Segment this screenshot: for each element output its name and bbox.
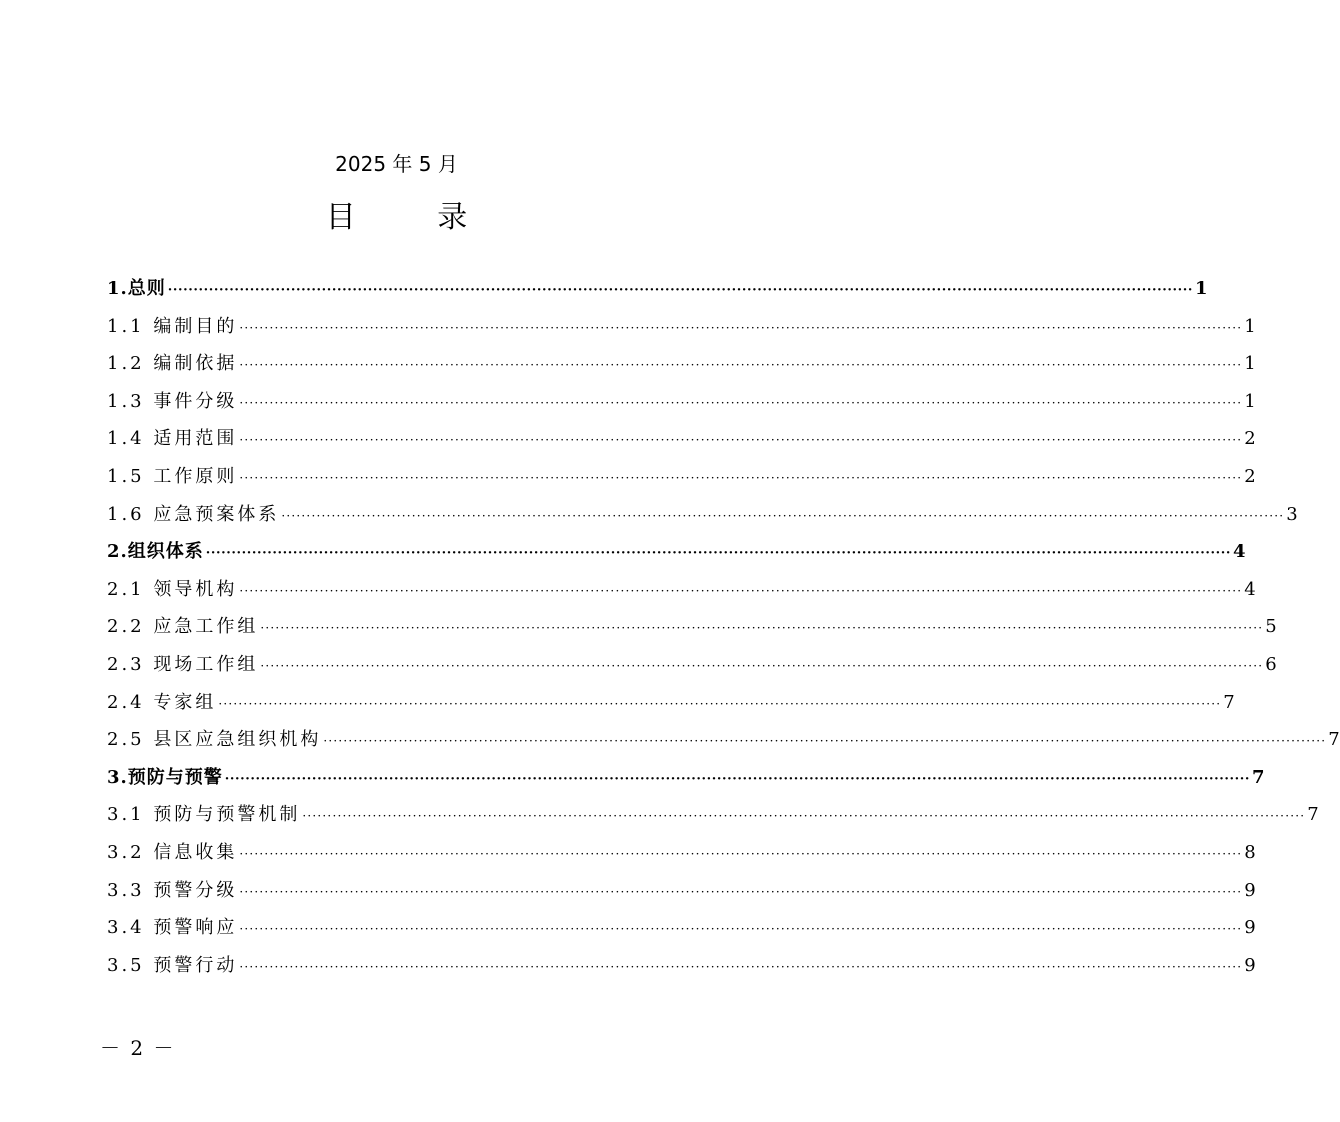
toc-entry-page-number: 5 [1265,616,1277,638]
toc-title: 目 录 [325,200,504,235]
dot-leader: ········································································································································································································ [260,658,1264,673]
toc-entry[interactable] [107,800,1319,838]
toc-entry-page-number: 2 [1244,428,1256,450]
toc-entry-page-number: 7 [1251,766,1265,788]
toc-entry-label: 3.4 预警响应 [107,917,238,939]
dot-leader: ········································································································································································································ [323,734,1327,749]
table-of-contents [107,274,1340,988]
toc-entry[interactable] [107,312,1256,350]
dot-leader: ········································································································································································································ [205,546,1231,562]
toc-entry-label: 2.组织体系 [107,541,204,563]
toc-entry-page-number: 4 [1244,578,1256,600]
toc-entry[interactable] [107,462,1256,500]
toc-entry-label: 1.总则 [107,278,166,299]
toc-entry[interactable] [107,913,1256,951]
toc-entry-page-number: 1 [1244,353,1256,375]
toc-entry[interactable] [107,876,1256,914]
toc-entry-page-number: 9 [1244,954,1256,976]
toc-entry-label: 3.2 信息收集 [107,841,238,863]
toc-entry-page-number: 8 [1244,841,1256,863]
dot-leader: ········································································································································································································ [239,470,1243,485]
toc-entry[interactable] [107,349,1256,387]
toc-entry-page-number: 1 [1244,390,1256,412]
toc-entry-label: 1.1 编制目的 [107,315,238,337]
toc-entry-page-number: 6 [1265,653,1277,675]
document-date: 2025 年 5 月 [335,152,458,176]
page-number: － 2 － [100,1036,176,1060]
dot-leader: ········································································································································································································ [239,959,1243,974]
toc-entry[interactable] [107,537,1246,575]
toc-entry[interactable] [107,575,1256,613]
toc-entry-page-number: 9 [1244,917,1256,939]
toc-entry-label: 3.5 预警行动 [107,954,238,976]
dot-leader: ········································································································································································································ [239,433,1243,448]
toc-entry-label: 1.6 应急预案体系 [107,503,280,525]
toc-entry-label: 2.2 应急工作组 [107,616,259,638]
dot-leader: ········································································································································································································ [167,283,1193,298]
toc-entry-label: 1.5 工作原则 [107,465,238,487]
toc-entry[interactable] [107,763,1265,801]
toc-entry-page-number: 7 [1307,804,1319,826]
toc-entry[interactable] [107,612,1277,650]
toc-entry[interactable] [107,650,1277,688]
toc-entry-page-number: 3 [1286,503,1298,525]
dot-leader: ········································································································································································································ [239,884,1243,899]
toc-entry[interactable] [107,688,1235,726]
dot-leader: ········································································································································································································ [281,508,1285,523]
toc-entry-label: 2.4 专家组 [107,691,217,713]
toc-entry-page-number: 7 [1328,729,1340,751]
toc-entry[interactable] [107,424,1256,462]
dot-leader: ········································································································································································································ [239,395,1243,410]
toc-entry-page-number: 2 [1244,465,1256,487]
toc-entry-page-number: 1 [1244,315,1256,337]
dot-leader: ········································································································································································································ [302,809,1306,824]
dot-leader: ········································································································································································································ [239,358,1243,373]
toc-entry[interactable] [107,838,1256,876]
toc-entry-page-number: 7 [1223,691,1235,713]
toc-entry-label: 1.3 事件分级 [107,390,238,412]
toc-entry-label: 1.4 适用范围 [107,428,238,450]
toc-entry-label: 1.2 编制依据 [107,353,238,375]
toc-entry[interactable] [107,274,1208,312]
toc-entry[interactable] [107,951,1256,989]
toc-entry-page-number: 4 [1232,541,1246,563]
dot-leader: ········································································································································································································ [239,320,1243,335]
toc-entry-label: 2.5 县区应急组织机构 [107,729,322,751]
toc-entry[interactable] [107,387,1256,425]
toc-entry-label: 2.3 现场工作组 [107,653,259,675]
toc-entry-page-number: 1 [1194,278,1208,299]
toc-entry[interactable] [107,725,1340,763]
toc-entry-label: 3.1 预防与预警机制 [107,804,301,826]
toc-entry-label: 2.1 领导机构 [107,578,238,600]
dot-leader: ········································································································································································································ [239,922,1243,937]
dot-leader: ········································································································································································································ [224,771,1250,787]
toc-entry-label: 3.3 预警分级 [107,879,238,901]
dot-leader: ········································································································································································································ [260,621,1264,636]
toc-entry-label: 3.预防与预警 [107,766,223,788]
dot-leader: ········································································································································································································ [218,696,1222,711]
dot-leader: ········································································································································································································ [239,846,1243,861]
dot-leader: ········································································································································································································ [239,583,1243,598]
toc-entry[interactable] [107,500,1298,538]
toc-entry-page-number: 9 [1244,879,1256,901]
